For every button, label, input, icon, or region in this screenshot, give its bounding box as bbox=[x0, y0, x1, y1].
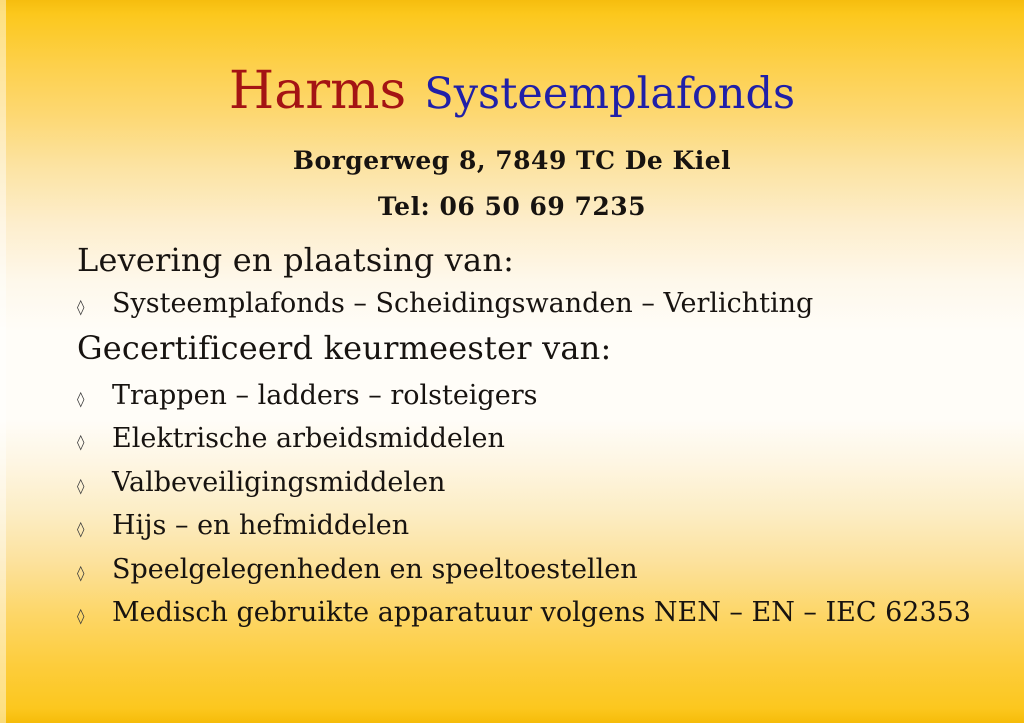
list-item bbox=[77, 548, 1024, 592]
keurmeester-list bbox=[77, 374, 1024, 635]
section-heading-levering: Levering en plaatsing van: bbox=[77, 241, 515, 279]
brand-descriptor: Systeemplafonds bbox=[424, 69, 796, 119]
list-item-text: Medisch gebruikte apparatuur volgens NEN – EN – IEC 62353 bbox=[112, 597, 971, 628]
list-item bbox=[77, 282, 1024, 326]
list-item bbox=[77, 417, 1024, 461]
list-item bbox=[77, 374, 1024, 418]
diamond-bullet-icon: ◊ bbox=[77, 563, 85, 582]
list-item bbox=[77, 461, 1024, 505]
list-item-text: Valbeveiligingsmiddelen bbox=[112, 466, 446, 498]
list-item-text: Elektrische arbeidsmiddelen bbox=[112, 423, 505, 454]
diamond-bullet-icon: ◊ bbox=[77, 607, 85, 625]
diamond-bullet-icon: ◊ bbox=[77, 520, 85, 538]
list-item-text: Trappen – ladders – rolsteigers bbox=[112, 379, 538, 411]
content bbox=[77, 240, 1024, 635]
diamond-bullet-icon: ◊ bbox=[77, 298, 85, 316]
list-item-text: Systeemplafonds – Scheidingswanden – Verlichting bbox=[112, 288, 814, 319]
section-heading-keurmeester: Gecertificeerd keurmeester van: bbox=[77, 328, 612, 367]
list-item-text: Speelgelegenheden en speeltoestellen bbox=[112, 553, 638, 585]
brand-name: Harms bbox=[228, 61, 407, 121]
phone-line: Tel: 06 50 69 7235 bbox=[377, 192, 647, 221]
list-item bbox=[77, 591, 1024, 635]
levering-list bbox=[77, 282, 1024, 326]
diamond-bullet-icon: ◊ bbox=[77, 433, 85, 451]
list-item bbox=[77, 504, 1024, 548]
page-title bbox=[0, 0, 1024, 130]
header bbox=[0, 0, 1024, 224]
address-line: Borgerweg 8, 7849 TC De Kiel bbox=[292, 146, 732, 175]
diamond-bullet-icon: ◊ bbox=[77, 389, 85, 408]
diamond-bullet-icon: ◊ bbox=[77, 476, 85, 495]
list-item-text: Hijs – en hefmiddelen bbox=[112, 510, 410, 541]
